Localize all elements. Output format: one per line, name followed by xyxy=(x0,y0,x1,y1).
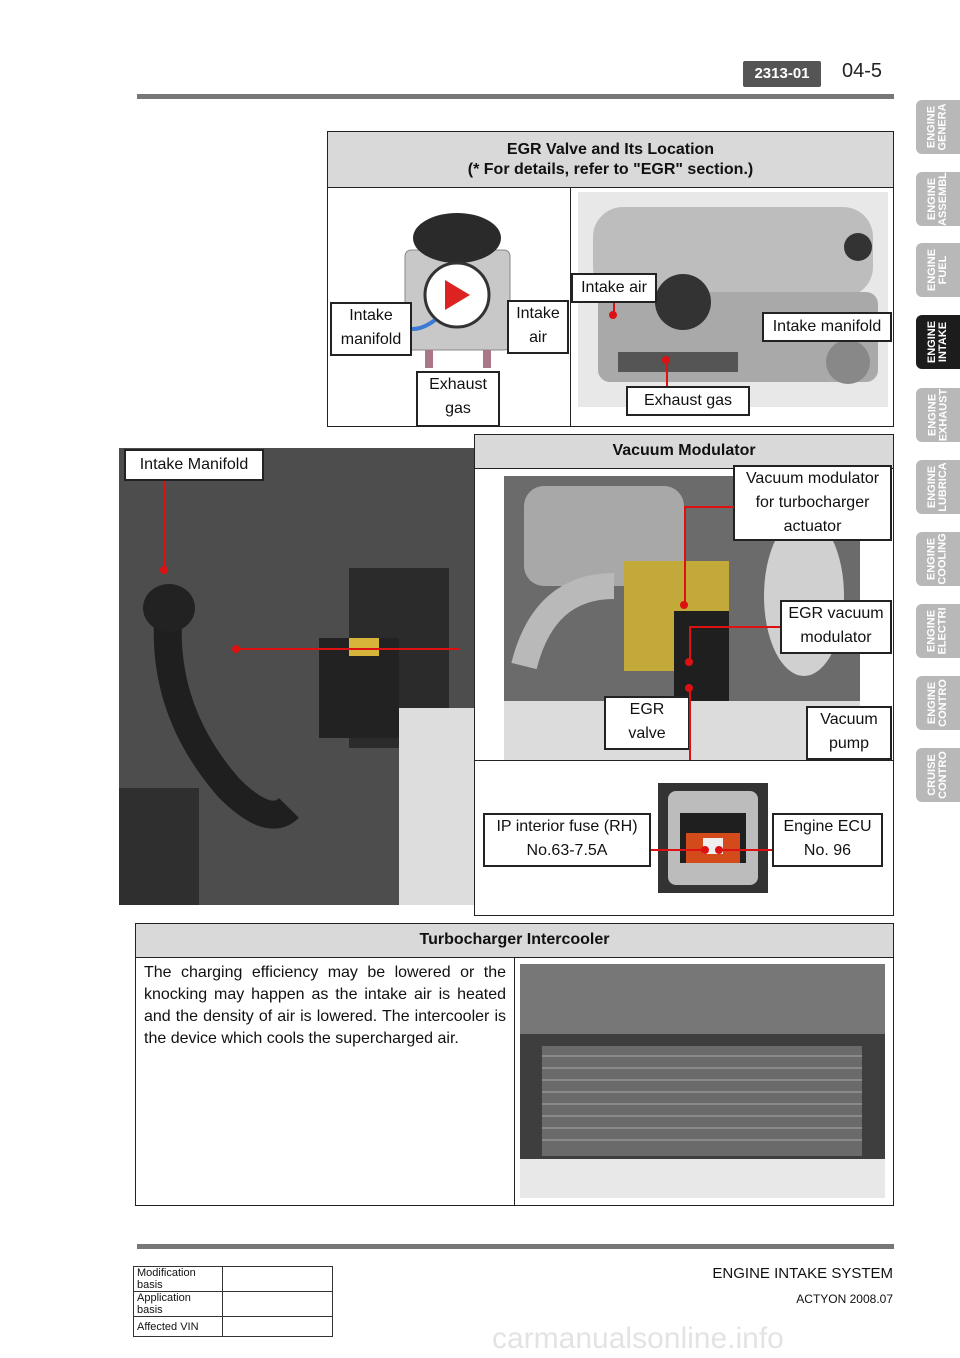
tab-engine-assembly[interactable]: ENGINE ASSEMBL xyxy=(916,172,960,226)
intercooler-title: Turbocharger Intercooler xyxy=(136,924,893,958)
callout-intake-air-left: Intake air xyxy=(507,300,569,354)
intercooler-photo xyxy=(520,964,885,1198)
leader-dot xyxy=(662,356,670,364)
callout-intake-manifold-right: Intake manifold xyxy=(762,312,892,342)
egr-title: EGR Valve and Its Location xyxy=(506,141,715,158)
leader-line xyxy=(164,481,166,569)
footer-title: ENGINE INTAKE SYSTEM xyxy=(712,1265,893,1282)
vacuum-divider xyxy=(475,760,893,761)
callout-ip-fuse: IP interior fuse (RH) No.63-7.5A xyxy=(483,813,651,867)
engine-bay-photo xyxy=(119,448,474,905)
leader-line xyxy=(719,849,772,851)
leader-dot xyxy=(701,846,709,854)
tab-engine-electrical[interactable]: ENGINE ELECTRI xyxy=(916,604,960,658)
intercooler-description: The charging efficiency may be lowered or the knocking may happen as the intake air is heated and the density of air is lowered. The intercooler is the device which cools the supercharged air. xyxy=(144,964,506,1047)
footer-model: ACTYON 2008.07 xyxy=(796,1292,893,1306)
affected-vin-value xyxy=(223,1317,333,1337)
tab-engine-cooling[interactable]: ENGINE COOLING xyxy=(916,532,960,586)
leader-line xyxy=(684,506,734,508)
tab-engine-fuel[interactable]: ENGINE FUEL xyxy=(916,243,960,297)
callout-exhaust-gas-right: Exhaust gas xyxy=(626,386,750,416)
leader-dot xyxy=(715,846,723,854)
tab-engine-exhaust[interactable]: ENGINE EXHAUST xyxy=(916,388,960,442)
connector-photo xyxy=(658,783,768,893)
callout-vacuum-pump: Vacuum pump xyxy=(806,706,892,760)
tab-engine-lubrication[interactable]: ENGINE LUBRICA xyxy=(916,460,960,514)
leader-line xyxy=(651,849,705,851)
callout-intake-manifold-bay: Intake Manifold xyxy=(124,449,264,481)
callout-vacuum-modulator-turbo: Vacuum modulator for turbocharger actuator xyxy=(733,465,892,541)
leader-line xyxy=(689,688,691,760)
tab-cruise-control[interactable]: CRUISE CONTRO xyxy=(916,748,960,802)
leader-dot xyxy=(609,311,617,319)
header-rule xyxy=(137,94,894,99)
modification-basis-label: Modification basis xyxy=(134,1267,223,1292)
leader-line xyxy=(689,626,691,662)
affected-vin-label: Affected VIN xyxy=(134,1317,223,1337)
vacuum-title: Vacuum Modulator xyxy=(475,435,893,469)
leader-line xyxy=(236,648,459,650)
leader-dot xyxy=(160,566,168,574)
page-number: 04-5 xyxy=(842,60,883,82)
modification-basis-value xyxy=(223,1267,333,1292)
callout-engine-ecu: Engine ECU No. 96 xyxy=(772,813,883,867)
callout-egr-valve: EGR valve xyxy=(604,696,690,750)
egr-divider xyxy=(570,187,571,426)
leader-dot xyxy=(685,658,693,666)
footer-rule xyxy=(137,1244,894,1249)
leader-dot xyxy=(685,684,693,692)
egr-subtitle: (* For details, refer to "EGR" section.) xyxy=(467,161,754,178)
intercooler-divider xyxy=(514,957,515,1205)
application-basis-label: Application basis xyxy=(134,1292,223,1317)
leader-line xyxy=(684,506,686,604)
callout-intake-manifold-left: Intake manifold xyxy=(330,302,412,356)
tab-engine-intake[interactable]: ENGINE INTAKE xyxy=(916,315,960,369)
callout-intake-air-right: Intake air xyxy=(571,273,657,303)
watermark: carmanualsonline.info xyxy=(492,1322,784,1355)
tab-engine-general[interactable]: ENGINE GENERA xyxy=(916,100,960,154)
callout-egr-vacuum-modulator: EGR vacuum modulator xyxy=(780,600,892,654)
application-basis-value xyxy=(223,1292,333,1317)
leader-dot xyxy=(232,645,240,653)
egr-valve-photo xyxy=(395,200,525,370)
leader-line xyxy=(689,626,780,628)
callout-exhaust-gas-left: Exhaust gas xyxy=(416,371,500,427)
modification-table xyxy=(133,1266,333,1337)
leader-dot xyxy=(680,601,688,609)
tab-engine-control[interactable]: ENGINE CONTRO xyxy=(916,676,960,730)
section-code: 2313-01 xyxy=(743,61,821,87)
